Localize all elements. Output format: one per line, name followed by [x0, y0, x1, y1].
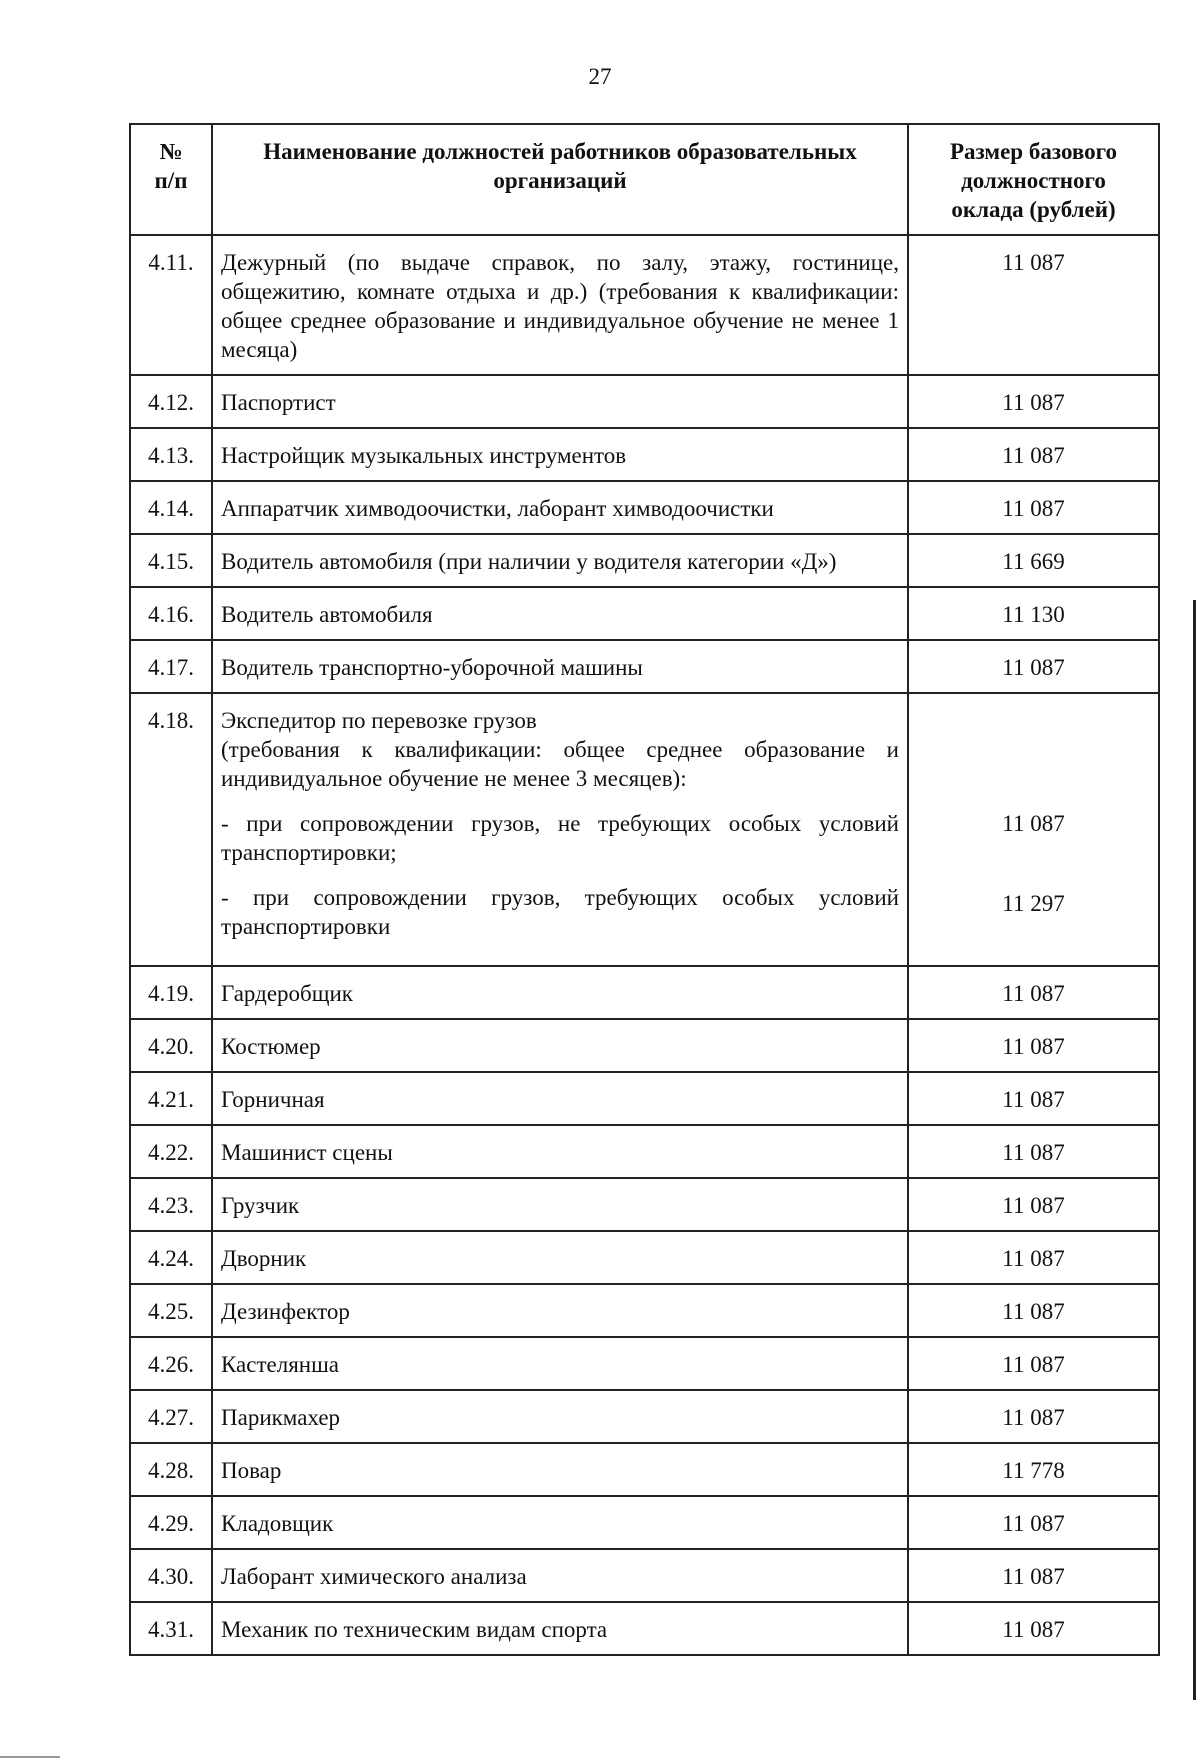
- row-number: 4.21.: [130, 1072, 212, 1125]
- row-number: 4.18.: [130, 693, 212, 966]
- row-salary: 11 087: [908, 1602, 1159, 1655]
- row-salary: 11 087: [908, 966, 1159, 1019]
- row-position-name: [212, 693, 908, 966]
- row-number: 4.12.: [130, 375, 212, 428]
- table-row: [130, 534, 1159, 587]
- table-header-row: [130, 124, 1159, 235]
- row-position-name: Дезинфектор: [212, 1284, 908, 1337]
- row-salary: 11 087: [908, 1390, 1159, 1443]
- row-position-name: Настройщик музыкальных инструментов: [212, 428, 908, 481]
- table-row: [130, 1549, 1159, 1602]
- row-number: 4.17.: [130, 640, 212, 693]
- table-row: [130, 1072, 1159, 1125]
- table-row: [130, 235, 1159, 375]
- header-number: № п/п: [130, 124, 212, 235]
- row-number: 4.23.: [130, 1178, 212, 1231]
- row-number: 4.29.: [130, 1496, 212, 1549]
- table-row: [130, 1284, 1159, 1337]
- row-salary: 11 130: [908, 587, 1159, 640]
- row-position-name: Грузчик: [212, 1178, 908, 1231]
- row-number: 4.20.: [130, 1019, 212, 1072]
- row-position-name: Костюмер: [212, 1019, 908, 1072]
- row-position-name: Лаборант химического анализа: [212, 1549, 908, 1602]
- scan-edge-line: [1193, 600, 1196, 1700]
- row-number: 4.13.: [130, 428, 212, 481]
- table-row: [130, 1602, 1159, 1655]
- table-row: [130, 428, 1159, 481]
- expeditor-title: Экспедитор по перевозке грузов: [221, 708, 537, 733]
- row-salary: 11 087: [908, 1284, 1159, 1337]
- row-salary: 11 087: [908, 1072, 1159, 1125]
- row-salary: 11 087: [908, 375, 1159, 428]
- row-salary: 11 087: [908, 1019, 1159, 1072]
- row-position-name: Дворник: [212, 1231, 908, 1284]
- row-position-name: Горничная: [212, 1072, 908, 1125]
- row-position-name: Паспортист: [212, 375, 908, 428]
- row-number: 4.16.: [130, 587, 212, 640]
- table-row: [130, 640, 1159, 693]
- salary-table: [129, 123, 1160, 1656]
- row-salary: 11 087: [908, 1231, 1159, 1284]
- row-position-name: Механик по техническим видам спорта: [212, 1602, 908, 1655]
- header-position-name: Наименование должностей работников образовательных организаций: [212, 124, 908, 235]
- row-number: 4.24.: [130, 1231, 212, 1284]
- row-number: 4.26.: [130, 1337, 212, 1390]
- row-position-name: Парикмахер: [212, 1390, 908, 1443]
- table-row: [130, 587, 1159, 640]
- table-row: [130, 1390, 1159, 1443]
- sub-salary: 11 087: [1002, 811, 1065, 836]
- row-number: 4.27.: [130, 1390, 212, 1443]
- expeditor-requirements: (требования к квалификации: общее среднее образование и индивидуальное обучение не менее 3 месяцев):: [221, 737, 899, 791]
- expeditor-sub-item: - при сопровождении грузов, не требующих особых условий транспортировки;: [221, 811, 899, 865]
- row-position-name: Машинист сцены: [212, 1125, 908, 1178]
- row-number: 4.22.: [130, 1125, 212, 1178]
- row-salary: 11 087: [908, 1178, 1159, 1231]
- row-position-name: Водитель автомобиля: [212, 587, 908, 640]
- row-salary: 11 087: [908, 1337, 1159, 1390]
- row-salary: [908, 693, 1159, 966]
- salary-spacer: [915, 706, 1152, 793]
- row-number: 4.25.: [130, 1284, 212, 1337]
- row-salary: 11 669: [908, 534, 1159, 587]
- table-row: [130, 1337, 1159, 1390]
- table-row: [130, 1231, 1159, 1284]
- row-position-name: Повар: [212, 1443, 908, 1496]
- row-position-name: Аппаратчик химводоочистки, лаборант химводоочистки: [212, 481, 908, 534]
- row-position-name: Водитель автомобиля (при наличии у водителя категории «Д»): [212, 534, 908, 587]
- row-salary: 11 087: [908, 428, 1159, 481]
- row-salary: 11 087: [908, 640, 1159, 693]
- table-row: [130, 693, 1159, 966]
- row-position-name: Кастелянша: [212, 1337, 908, 1390]
- header-salary: Размер базового должностного оклада (рублей): [908, 124, 1159, 235]
- row-salary: 11 087: [908, 481, 1159, 534]
- row-number: 4.11.: [130, 235, 212, 375]
- table-row: [130, 1443, 1159, 1496]
- scan-edge-mark: [0, 1756, 60, 1758]
- table-row: [130, 481, 1159, 534]
- row-salary: 11 778: [908, 1443, 1159, 1496]
- row-salary: 11 087: [908, 235, 1159, 375]
- row-salary: 11 087: [908, 1549, 1159, 1602]
- row-position-name: Кладовщик: [212, 1496, 908, 1549]
- row-salary: 11 087: [908, 1125, 1159, 1178]
- page-number: 27: [588, 64, 612, 89]
- row-position-name: Дежурный (по выдаче справок, по залу, этажу, гостинице, общежитию, комнате отдыха и др.) (требования к квалификации: общее среднее образование и индивидуальное обучение не менее 1 месяца): [212, 235, 908, 375]
- table-row: [130, 966, 1159, 1019]
- table-row: [130, 1125, 1159, 1178]
- table-row: [130, 1178, 1159, 1231]
- row-number: 4.19.: [130, 966, 212, 1019]
- row-number: 4.15.: [130, 534, 212, 587]
- row-number: 4.31.: [130, 1602, 212, 1655]
- row-position-name: Гардеробщик: [212, 966, 908, 1019]
- row-number: 4.28.: [130, 1443, 212, 1496]
- table-row: [130, 1496, 1159, 1549]
- table-row: [130, 375, 1159, 428]
- row-number: 4.30.: [130, 1549, 212, 1602]
- row-number: 4.14.: [130, 481, 212, 534]
- row-position-name: Водитель транспортно-уборочной машины: [212, 640, 908, 693]
- row-salary: 11 087: [908, 1496, 1159, 1549]
- salary-table-container: [129, 123, 1158, 1656]
- expeditor-sub-item: - при сопровождении грузов, требующих особых условий транспортировки: [221, 885, 899, 939]
- table-row: [130, 1019, 1159, 1072]
- sub-salary: 11 297: [1002, 891, 1065, 916]
